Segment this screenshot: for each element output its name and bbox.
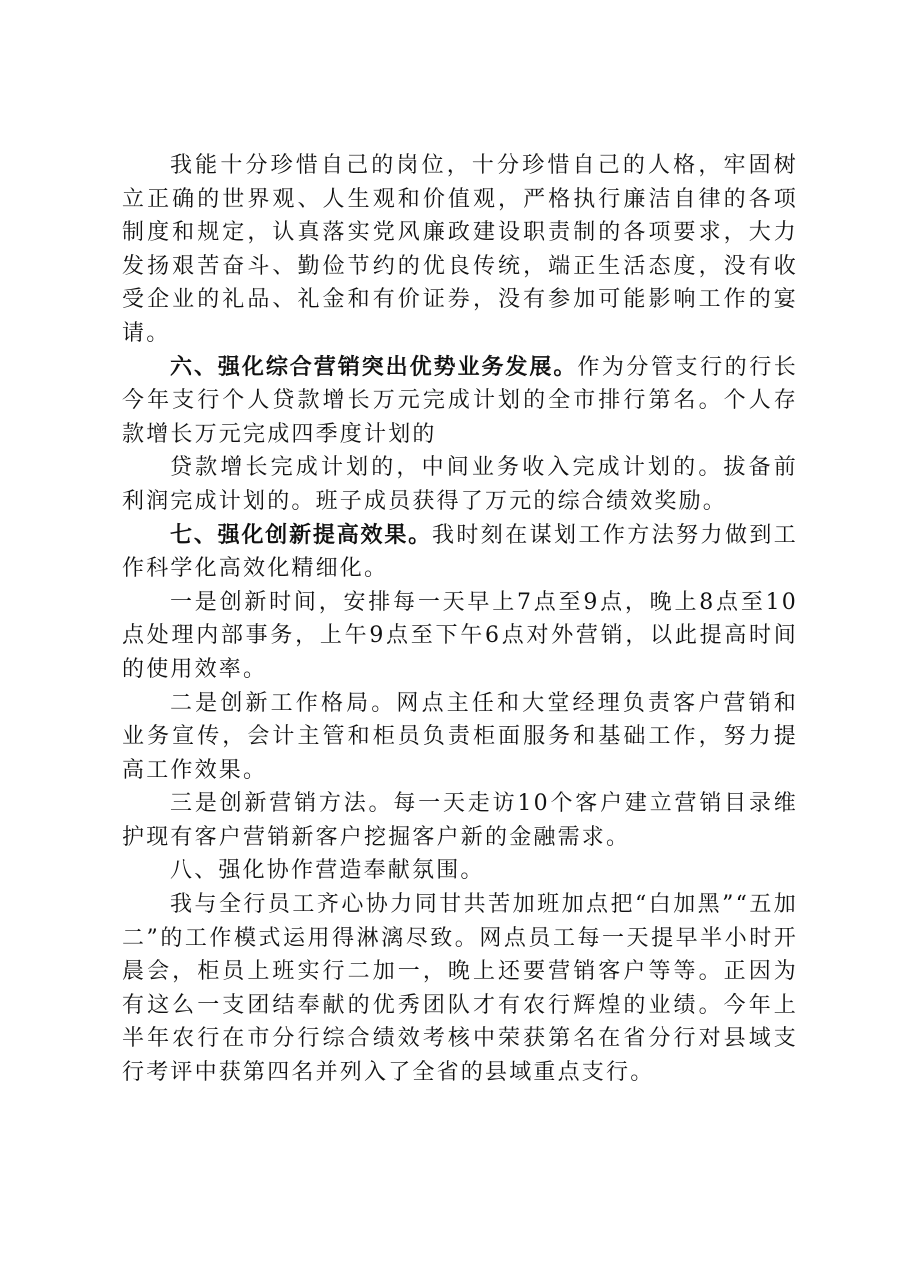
- paragraph-innovate-structure: [122, 687, 798, 788]
- paragraph-text: 八、强化协作营造奉献氛围。: [170, 858, 485, 884]
- paragraph-section-seven: [122, 519, 798, 586]
- paragraph-text: 一是创新时间，安排每一天早上7点至9点，晚上8点至10点处理内部事务，上午9点至下午6点对外营销，以此提高时间的使用效率。: [122, 589, 798, 682]
- paragraph-text: 我能十分珍惜自己的岗位，十分珍惜自己的人格，牢固树立正确的世界观、人生观和价值观，严格执行廉洁自律的各项制度和规定，认真落实党风廉政建设职责制的各项要求，大力发扬艰苦奋斗、勤俭节约的优良传统，端正生活态度，没有收受企业的礼品、礼金和有价证券，没有参加可能影响工作的宴请。: [122, 153, 798, 346]
- paragraph-integrity: [122, 149, 798, 351]
- section-heading: 六、强化综合营销突出优势业务发展。: [170, 354, 578, 380]
- paragraph-loan-results: [122, 451, 798, 518]
- document-body: [122, 149, 798, 1090]
- paragraph-text: 我与全行员工齐心协力同甘共苦加班加点把“白加黑”“五加二”的工作模式运用得淋漓尽致。网点员工每一天提早半小时开晨会，柜员上班实行二加一，晚上还要营销客户等等。正因为有这么一支团结奉献的优秀团队才有农行辉煌的业绩。今年上半年农行在市分行综合绩效考核中荣获第名在省分行对县域支行考评中获第四名并列入了全省的县域重点支行。: [122, 892, 798, 1086]
- paragraph-innovate-marketing: [122, 787, 798, 854]
- paragraph-text: 贷款增长完成计划的，中间业务收入完成计划的。拔备前利润完成计划的。班子成员获得了万元的综合绩效奖励。: [122, 455, 798, 514]
- paragraph-text: 作为分管支行的行长今年支行个人贷款增长万元完成计划的全市排行第名。个人存款增长万元完成四季度计划的: [122, 354, 798, 447]
- paragraph-section-eight: [122, 854, 798, 888]
- section-heading: 七、强化创新提高效果。: [170, 522, 432, 548]
- paragraph-text: 我时刻在谋划工作方法努力做到工作科学化高效化精细化。: [122, 522, 798, 582]
- paragraph-innovate-time: [122, 586, 798, 687]
- paragraph-text: 三是创新营销方法。每一天走访10个客户建立营销目录维护现有客户营销新客户挖掘客户新的金融需求。: [122, 791, 798, 850]
- paragraph-section-six: [122, 351, 798, 452]
- paragraph-text: 二是创新工作格局。网点主任和大堂经理负责客户营销和业务宣传，会计主管和柜员负责柜面服务和基础工作，努力提高工作效果。: [122, 690, 798, 783]
- paragraph-teamwork: [122, 888, 798, 1090]
